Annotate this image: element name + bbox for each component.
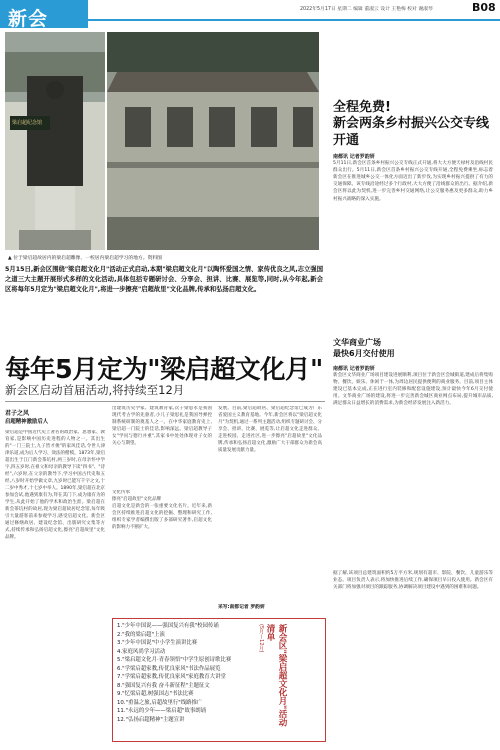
list-item: 5."梁启超文化月·青春领悟"中学生原创诗歌比赛 — [117, 657, 232, 663]
article2-title: 文华商业广场 最快6月交付使用 — [333, 338, 395, 358]
list-item: 3."少年中国说"中小学生演讲比赛 — [117, 640, 198, 646]
article1-title: 全程免费! 新会两条乡村振兴公交专线开通 — [333, 100, 490, 148]
article1-body: 5月11日,新会区首条乡村振兴公交专线正式开通,将大大方便天禄村及沿线村民群众出行。5月11日,新会区首条乡村振兴公交专线开通,全程免费乘坐,标志着新会区在推进城乡公交一体化方面迈出了新步伐,为实现乡村振兴提供了有力的交通保障。该专线沿途经过多个行政村,大大方便了沿线群众的出行。据介绍,新会区将以此为契机,进一步完善乡村交通网络,让公交服务惠及更多群众,助力乡村振兴战略的深入实施。 — [333, 161, 493, 202]
section-subheading: 启超精神激励后人 — [5, 419, 49, 425]
residence-photo — [107, 32, 319, 250]
header-rule — [88, 19, 500, 21]
list-item: 10."重温之旅,启超故里行"线路推广 — [117, 699, 203, 706]
statue-photo-art — [5, 32, 105, 250]
list-item: 2."我的梁启超"上演 — [117, 631, 165, 638]
activity-list — [117, 624, 267, 726]
main-headline: 每年5月定为"梁启超文化月" — [5, 355, 323, 385]
lead-paragraph: 5月15日,新会区围绕"梁启超文化月"活动正式启动,本期"梁启超文化月"以陶怀爱国之情、家传优良之风,志立强国之道三大主题开展形式多样的文化活动,具体包括专题研讨会、分享会、担讲、比赛、展览等,同时,从今年起,新会区将每年5月定为"梁启超文化月",将进一步擦亮"启超故里"文化品牌,传承和弘扬启超文化。 — [5, 266, 323, 293]
list-item: 6."学梁启超家教,传优良家风"书法作品展览 — [117, 665, 221, 672]
body-column-2b: 文化传承 擦亮"启超故里"文化品牌 启超文化是新会的一张重要文化名片。近年来,新会区持续推进启超文化的挖掘、整理和研究工作,组织专家学者编撰出版了多部研究著作,启超文化的影响力不断扩大。 — [112, 490, 212, 530]
list-item: 8."强国复兴有我 奋斗新征程"主题征文 — [117, 682, 210, 689]
header-meta: 2022年5月17日 星期二 编辑 董淑云 设计 王艳梅 校对 谢淑琴 — [300, 7, 433, 12]
article2-body: 新会区文华商业广场项目建设进展顺利,项目位于新会区会城街道,建成后将集购物、餐饮、娱乐、休闲于一体,为周边居民提供便利的商业服务。目前,项目主体建设已基本完成,正在进行室内装修和配套设施建设,预计最快今年6月交付使用。文华商业广场的建设,将进一步完善新会城区商业网点布局,提升城市品质,满足群众日益增长的消费需求,为新会经济发展注入新活力。 — [333, 373, 493, 407]
statue-photo — [5, 32, 105, 250]
body-column-2: 出建筑历史学家、建筑教育家,次子梁思永是我国现代考古学的先驱者,小儿子梁思礼是我国导弹控制系统研制的奠基人之一。在中华家庭教育史上,梁启超一门院士的佳话,影响深远。梁启超教导子女"学问与德行并重",其家书中处处体现对子女的关心与期望。 — [112, 406, 212, 446]
sub-headline: 新会区启动首届活动,将持续至12月 — [5, 383, 185, 397]
list-item: 4.家庭风尚学习活动 — [117, 648, 166, 655]
list-date: (5月—12月) — [258, 624, 264, 653]
article-byline: 采写:南都记者 罗韵妍 — [218, 605, 265, 610]
article2-body-continued: 据了解,该项目总建筑面积约5万平方米,规划有超市、影院、餐饮、儿童游乐等业态。项目负责人表示,将加快推进后续工作,确保项目早日投入使用。新会区有关部门将加强对项目的跟踪服务,协调解决项目建设中遇到的困难和问题。 — [333, 571, 493, 591]
list-item: 11."永远的少年——梁启超"故事朗诵 — [117, 708, 207, 714]
body-column-1: 梁启超是中国近代史上著名的政治家、思想家、教育家,是影响中国历史进程的人物之一。其出生的"一门三院士,九子皆才俊"的家风佳话,令世人津津乐道,成为后人学习、效法的楷模。1873年,梁启超出生于江门新会茶坑村,两三岁时,在母亲怀中学字,四五岁时,在祖父和母亲的教导下读"四书"、"诗经",六岁时,在父亲的教导下,学习中国古代史和五经,八岁时开始学做文章,九岁时已能写千字之文,十二岁中秀才,十七岁中举人。1890年,梁启超在北京参加会试,他遇到康有为,拜在其门下,成为康有为的学生,从此开始了他的学术和政治生涯。梁启超在新会茶坑村的故居,现为梁启超故居纪念馆,每年吸引大量游客前来参观学习,感受启超文化。新会区通过修缮故居、建设纪念馆、出版研究文集等方式,持续传承和弘扬启超文化,擦亮"启超故里"文化品牌。 — [5, 430, 105, 540]
list-item: 1."少年中国说——强国复兴有我"校园传诵 — [117, 623, 219, 629]
headline-rule — [5, 401, 325, 402]
photo-caption: ▲ 位于梁启超故居内的梁启超雕像、一校居内梁启超学习的地方。资料图 — [8, 256, 162, 261]
list-item: 12."弘扬启超精神"主题宣讲 — [117, 716, 185, 723]
list-title: 新会区"梁启超文化月"活动清单 — [265, 624, 287, 727]
memorial-sign: 梁启超纪念馆 — [12, 120, 43, 126]
list-item: 9."忆梁启超,树强国志"书法比赛 — [117, 691, 194, 697]
article1-byline: 南都讯 记者罗韵妍 — [333, 154, 375, 160]
body-column-3: 发展。目前,梁启超故居、梁启超纪念馆已成为广东省爱国主义教育基地。今年,新会区将以"梁启超文化月"为契机,通过一系列主题活动,组织专题研讨会、分享会、担讲、比赛、展览等,让启超文化走进群众、走进校园、走进社区,进一步擦亮"启超故里"文化品牌,传承和弘扬启超文化,激励广大干部群众为新会高质量发展贡献力量。 — [218, 406, 322, 453]
article2-byline: 南都讯 记者罗韵妍 — [333, 366, 375, 372]
residence-photo-art — [107, 32, 319, 250]
section-heading: 君子之风 — [5, 410, 30, 417]
section-title: 新会 — [8, 8, 49, 30]
activity-list-box — [112, 618, 326, 742]
list-item: 7."学梁启超家教,传优良家风"家庭教育大讲堂 — [117, 674, 226, 680]
page-number: B08 — [472, 1, 496, 14]
